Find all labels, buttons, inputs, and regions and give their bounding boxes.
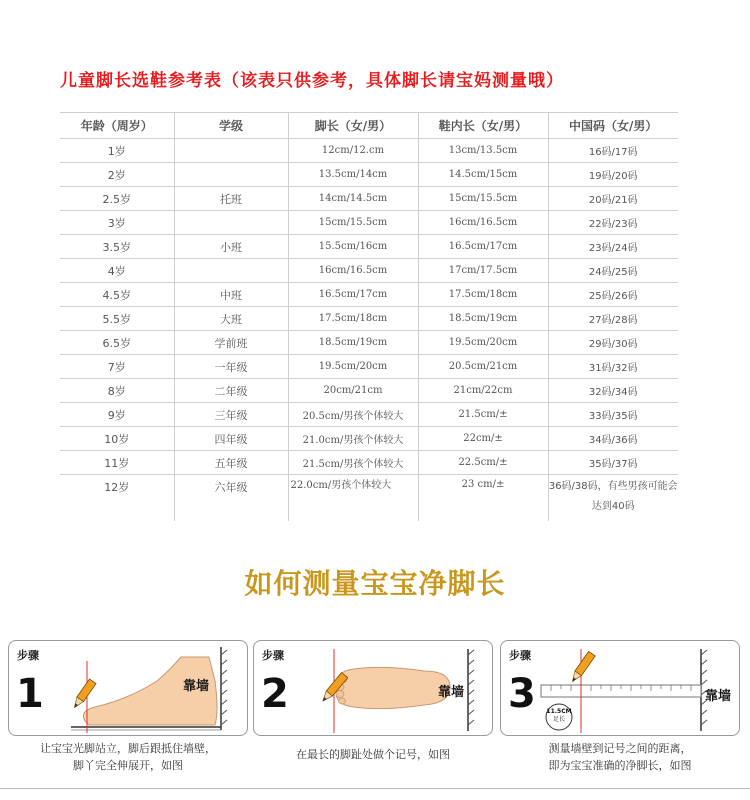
step-3-number: 3 — [508, 671, 536, 717]
cell-foot-length: 19.5cm/20cm — [288, 355, 418, 379]
cell-age: 7岁 — [60, 355, 174, 379]
table-row — [60, 403, 678, 427]
cell-china-size: 35码/37码 — [548, 451, 678, 475]
table-row — [60, 211, 678, 235]
cell-china-size: 23码/24码 — [548, 235, 678, 259]
cell-grade — [174, 139, 288, 163]
table-row — [60, 427, 678, 451]
header-china-size: 中国码（女/男） — [548, 113, 678, 139]
cell-china-size: 27码/28码 — [548, 307, 678, 331]
cell-china-size: 25码/26码 — [548, 283, 678, 307]
cell-inner-length: 13cm/13.5cm — [418, 139, 548, 163]
table-row — [60, 331, 678, 355]
cell-grade: 六年级 — [174, 475, 288, 521]
step-1-wall-label: 靠墙 — [183, 679, 210, 694]
cell-age: 10岁 — [60, 427, 174, 451]
cell-foot-length: 16.5cm/17cm — [288, 283, 418, 307]
step-1-panel — [8, 640, 248, 736]
step-2-label: 步骤 — [262, 649, 284, 662]
cell-inner-length: 21.5cm/± — [418, 403, 548, 427]
cell-foot-length: 12cm/12.cm — [288, 139, 418, 163]
step-1-caption-line1: 让宝宝光脚站立，脚后跟抵住墙壁， — [40, 742, 216, 755]
table-row — [60, 451, 678, 475]
cell-age: 2岁 — [60, 163, 174, 187]
step-1-number: 1 — [16, 671, 44, 717]
step-3-label: 步骤 — [509, 649, 531, 662]
size-chart-table — [60, 112, 678, 521]
cell-age: 4岁 — [60, 259, 174, 283]
step-3-caption — [500, 740, 740, 774]
cell-china-size: 31码/32码 — [548, 355, 678, 379]
cell-inner-length: 15cm/15.5cm — [418, 187, 548, 211]
cell-foot-length: 20cm/21cm — [288, 379, 418, 403]
step-3-wall-label: 靠墙 — [705, 689, 732, 704]
cell-foot-length: 21.0cm/男孩个体较大 — [288, 427, 418, 451]
header-age: 年龄（周岁） — [60, 113, 174, 139]
table-row — [60, 187, 678, 211]
table-row — [60, 355, 678, 379]
cell-grade: 托班 — [174, 187, 288, 211]
page-title: 儿童脚长选鞋参考表（该表只供参考，具体脚长请宝妈测量哦） — [60, 71, 564, 91]
header-grade: 学级 — [174, 113, 288, 139]
cell-inner-length: 20.5cm/21cm — [418, 355, 548, 379]
table-header-row — [60, 113, 678, 139]
cell-foot-length: 13.5cm/14cm — [288, 163, 418, 187]
table-row — [60, 283, 678, 307]
cell-china-size: 34码/36码 — [548, 427, 678, 451]
cell-age: 3岁 — [60, 211, 174, 235]
cell-inner-length: 19.5cm/20cm — [418, 331, 548, 355]
cell-inner-length: 18.5cm/19cm — [418, 307, 548, 331]
cell-age: 5.5岁 — [60, 307, 174, 331]
cell-china-size: 36码/38码，有些男孩可能会达到40码 — [548, 481, 678, 512]
cell-grade — [174, 259, 288, 283]
step-1-illustration — [9, 641, 249, 737]
step-3-panel — [500, 640, 740, 736]
cell-china-size: 20码/21码 — [548, 187, 678, 211]
cell-foot-length: 20.5cm/男孩个体较大 — [288, 403, 418, 427]
cell-age: 2.5岁 — [60, 187, 174, 211]
cell-china-size: 32码/34码 — [548, 379, 678, 403]
cell-inner-length: 22.5cm/± — [418, 451, 548, 475]
table-row — [60, 379, 678, 403]
cell-china-size: 19码/20码 — [548, 163, 678, 187]
cell-age: 6.5岁 — [60, 331, 174, 355]
step-2-wall-label: 靠墙 — [438, 685, 465, 700]
cell-age: 11岁 — [60, 451, 174, 475]
cell-grade: 一年级 — [174, 355, 288, 379]
ruler-measure-badge — [546, 708, 572, 724]
cell-china-size: 29码/30码 — [548, 331, 678, 355]
cell-china-size: 16码/17码 — [548, 139, 678, 163]
cell-china-size: 33码/35码 — [548, 403, 678, 427]
cell-grade: 中班 — [174, 283, 288, 307]
cell-grade: 二年级 — [174, 379, 288, 403]
cell-foot-length: 16cm/16.5cm — [288, 259, 418, 283]
cell-grade: 三年级 — [174, 403, 288, 427]
table-row — [60, 139, 678, 163]
cell-foot-length: 15.5cm/16cm — [288, 235, 418, 259]
cell-foot-length: 21.5cm/男孩个体较大 — [288, 451, 418, 475]
cell-inner-length: 22cm/± — [418, 427, 548, 451]
cell-foot-length: 18.5cm/19cm — [288, 331, 418, 355]
cell-china-size: 24码/25码 — [548, 259, 678, 283]
cell-foot-length: 14cm/14.5cm — [288, 187, 418, 211]
cell-foot-length: 15cm/15.5cm — [288, 211, 418, 235]
cell-china-size: 22码/23码 — [548, 211, 678, 235]
cell-age: 4.5岁 — [60, 283, 174, 307]
step-2-panel — [253, 640, 493, 736]
cell-age: 1岁 — [60, 139, 174, 163]
bottom-divider — [0, 788, 750, 789]
cell-foot-length: 17.5cm/18cm — [288, 307, 418, 331]
cell-inner-length: 17.5cm/18cm — [418, 283, 548, 307]
cell-inner-length: 16cm/16.5cm — [418, 211, 548, 235]
ruler-badge-sub: 足长 — [552, 716, 565, 723]
cell-age: 3.5岁 — [60, 235, 174, 259]
cell-age: 8岁 — [60, 379, 174, 403]
cell-inner-length: 14.5cm/15cm — [418, 163, 548, 187]
cell-inner-length: 17cm/17.5cm — [418, 259, 548, 283]
table-row — [60, 307, 678, 331]
step-1-label: 步骤 — [17, 649, 39, 662]
step-1-caption — [8, 740, 248, 774]
cell-grade: 学前班 — [174, 331, 288, 355]
step-3-caption-line2: 即为宝宝准确的净脚长，如图 — [548, 759, 692, 772]
step-2-number: 2 — [261, 671, 289, 717]
step-3-caption-line1: 测量墙壁到记号之间的距离， — [548, 742, 692, 755]
cell-grade: 小班 — [174, 235, 288, 259]
cell-age: 9岁 — [60, 403, 174, 427]
cell-age: 12岁 — [60, 475, 174, 521]
cell-inner-length: 16.5cm/17cm — [418, 235, 548, 259]
ruler-badge-value: 11.5CM — [546, 708, 572, 715]
step-2-caption-line1: 在最长的脚趾处做个记号，如图 — [296, 748, 450, 761]
table-row — [60, 235, 678, 259]
header-foot-length: 脚长（女/男） — [288, 113, 418, 139]
cell-grade — [174, 211, 288, 235]
how-to-measure-heading: 如何测量宝宝净脚长 — [244, 567, 506, 600]
step-1-caption-line2: 脚丫完全伸展开，如图 — [73, 759, 183, 772]
cell-grade — [174, 163, 288, 187]
step-2-caption — [253, 746, 493, 763]
cell-foot-length: 22.0cm/男孩个体较大 — [288, 475, 418, 521]
table-row — [60, 163, 678, 187]
cell-inner-length: 23 cm/± — [418, 475, 548, 521]
table-row — [60, 259, 678, 283]
cell-inner-length: 21cm/22cm — [418, 379, 548, 403]
cell-grade: 五年级 — [174, 451, 288, 475]
cell-grade: 大班 — [174, 307, 288, 331]
table-row — [60, 475, 678, 521]
header-shoe-inner-length: 鞋内长（女/男） — [418, 113, 548, 139]
cell-grade: 四年级 — [174, 427, 288, 451]
